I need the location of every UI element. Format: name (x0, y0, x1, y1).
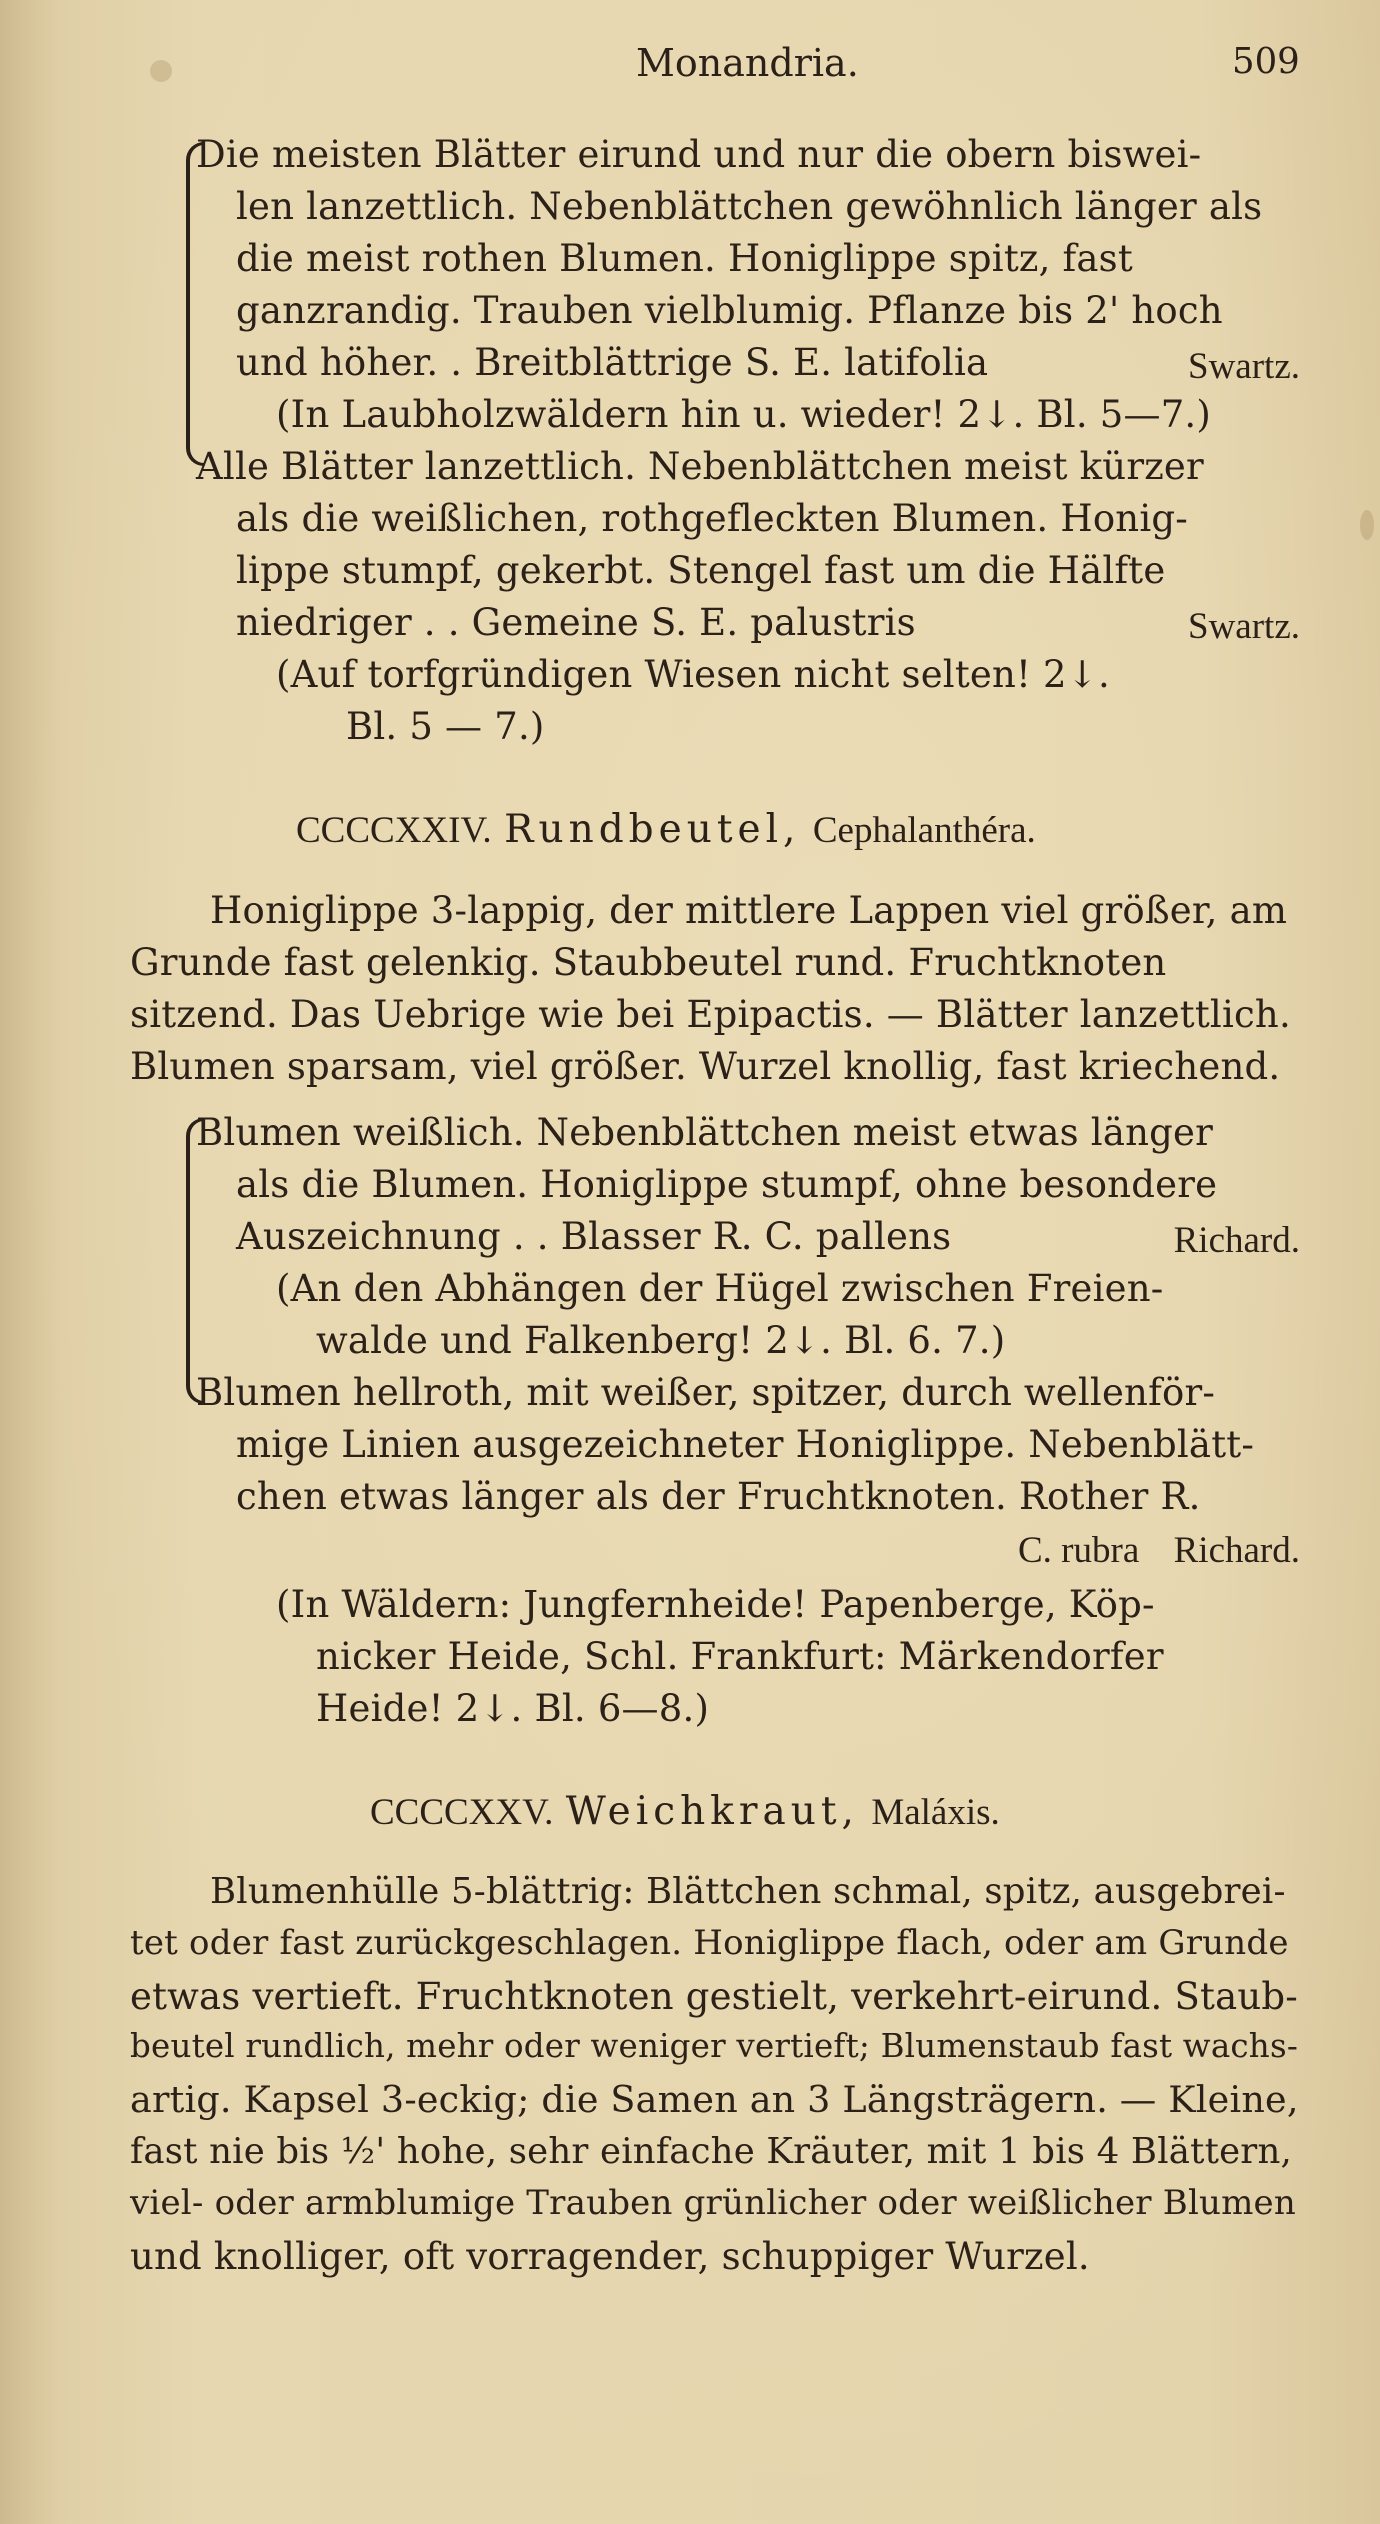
text-line: tet oder fast zurückgeschlagen. Honiglippe flach, oder am Grunde (130, 1923, 1289, 1963)
text-line: Honiglippe 3-lappig, der mittlere Lappen viel größer, am (210, 889, 1288, 932)
species-latin-name: C. rubra (1018, 1530, 1140, 1571)
running-header: Monandria. (636, 41, 859, 85)
text-line: und höher. . Breitblättrige S. E. latifolia (236, 341, 989, 384)
genus-number: CCCCXXV. (370, 1792, 554, 1833)
habitat-line: Heide! 2↓. Bl. 6—8.) (316, 1687, 710, 1730)
text-line: etwas vertieft. Fruchtknoten gestielt, verkehrt-eirund. Staub- (130, 1975, 1298, 2018)
species-authority: Swartz. (1188, 346, 1300, 387)
habitat-line: (Auf torfgründigen Wiesen nicht selten! 2↓. (276, 653, 1110, 696)
text-line: beutel rundlich, mehr oder weniger vertieft; Blumenstaub fast wachs- (130, 2027, 1299, 2065)
text-line: als die weißlichen, rothgefleckten Blumen. Honig- (236, 497, 1188, 540)
text-line: artig. Kapsel 3-eckig; die Samen an 3 Längsträgern. — Kleine, (130, 2078, 1299, 2121)
paper-stain (150, 60, 172, 82)
text-line: Die meisten Blätter eirund und nur die obern biswei- (196, 133, 1202, 176)
text-line: viel- oder armblumige Trauben grünlicher oder weißlicher Blumen (130, 2183, 1296, 2223)
text-line: Blumen sparsam, viel größer. Wurzel knollig, fast kriechend. (130, 1045, 1281, 1088)
text-line: len lanzettlich. Nebenblättchen gewöhnlich länger als (236, 185, 1263, 228)
habitat-line: nicker Heide, Schl. Frankfurt: Märkendorfer (316, 1635, 1164, 1678)
species-brace (186, 1118, 204, 1404)
species-brace (186, 142, 204, 466)
text-line: Grunde fast gelenkig. Staubbeutel rund. Fruchtknoten (130, 941, 1167, 984)
species-authority: Swartz. (1188, 606, 1300, 647)
text-line: Blumenhülle 5-blättrig: Blättchen schmal, spitz, ausgebrei- (210, 1871, 1286, 1912)
text-line: Alle Blätter lanzettlich. Nebenblättchen meist kürzer (196, 445, 1204, 488)
text-line: ganzrandig. Trauben vielblumig. Pflanze bis 2' hoch (236, 289, 1223, 332)
text-line: Auszeichnung . . Blasser R. C. pallens (236, 1215, 952, 1258)
species-authority: Richard. (1173, 1530, 1300, 1571)
habitat-line: walde und Falkenberg! 2↓. Bl. 6. 7.) (316, 1319, 1006, 1362)
text-line: Blumen weißlich. Nebenblättchen meist etwas länger (196, 1111, 1213, 1154)
text-line: die meist rothen Blumen. Honiglippe spitz, fast (236, 237, 1133, 280)
habitat-line: Bl. 5 — 7.) (346, 705, 545, 748)
text-line: chen etwas länger als der Fruchtknoten. Rother R. (236, 1475, 1201, 1518)
text-line: mige Linien ausgezeichneter Honiglippe. Nebenblätt- (236, 1423, 1255, 1466)
text-line: niedriger . . Gemeine S. E. palustris (236, 601, 916, 644)
genus-latin-name: Cephalanthéra. (812, 810, 1036, 851)
habitat-line: (In Wäldern: Jungfernheide! Papenberge, Köp- (276, 1583, 1155, 1626)
text-line: lippe stumpf, gekerbt. Stengel fast um die Hälfte (236, 549, 1166, 592)
page-number: 509 (1232, 41, 1300, 82)
text-line: als die Blumen. Honiglippe stumpf, ohne besondere (236, 1163, 1218, 1206)
text-line: fast nie bis ½' hohe, sehr einfache Kräuter, mit 1 bis 4 Blättern, (130, 2131, 1292, 2172)
genus-german-name: Weichkraut, (565, 1789, 859, 1834)
genus-heading (296, 807, 1036, 852)
text-line: sitzend. Das Uebrige wie bei Epipactis. — Blätter lanzettlich. (130, 993, 1291, 1036)
habitat-line: (In Laubholzwäldern hin u. wieder! 2↓. Bl. 5—7.) (276, 393, 1212, 436)
genus-latin-name: Maláxis. (871, 1792, 1000, 1833)
species-authority: Richard. (1173, 1220, 1300, 1261)
genus-german-name: Rundbeutel, (504, 807, 801, 852)
habitat-line: (An den Abhängen der Hügel zwischen Freien- (276, 1267, 1164, 1310)
text-line: und knolliger, oft vorragender, schuppiger Wurzel. (130, 2235, 1090, 2278)
genus-number: CCCCXXIV. (296, 810, 492, 851)
paper-stain (1360, 510, 1374, 540)
text-line: Blumen hellroth, mit weißer, spitzer, durch wellenför- (196, 1371, 1216, 1414)
genus-heading (370, 1789, 1000, 1834)
